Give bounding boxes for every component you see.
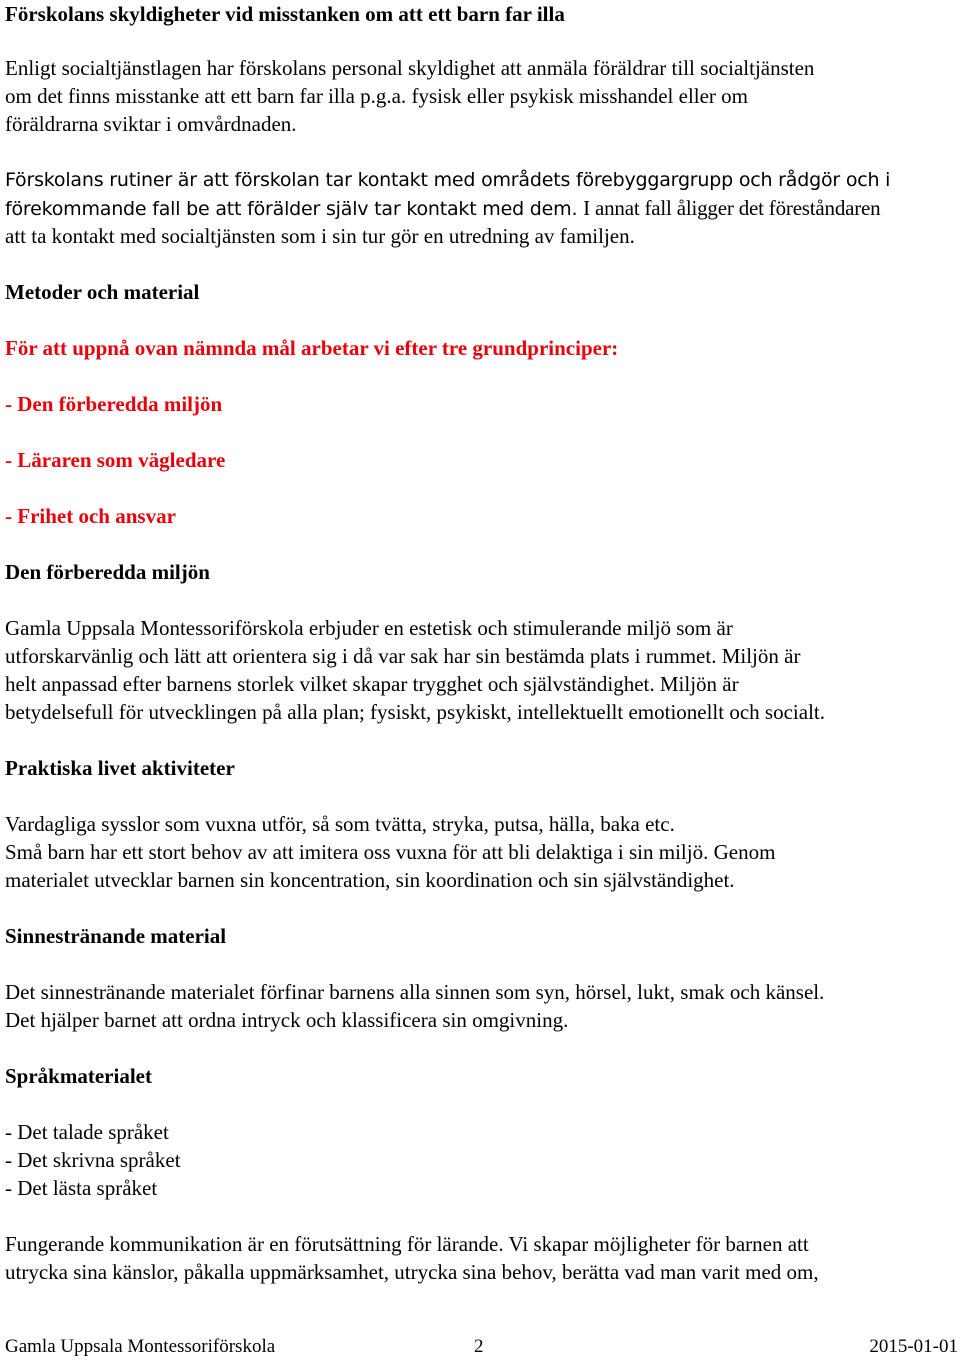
paragraph-line: Enligt socialtjänstlagen har förskolans personal skyldighet att anmäla föräldrar till socialtjänsten — [5, 56, 815, 80]
paragraph-line: utforskarvänlig och lätt att orientera sig i då var sak har sin bestämda plats i rummet. Miljön är — [5, 644, 801, 668]
language-list-item: - Det talade språket — [5, 1120, 169, 1144]
section-heading-methods: Metoder och material — [5, 280, 200, 304]
paragraph-line: Små barn har ett stort behov av att imitera oss vuxna för att bli delaktiga i sin miljö. Genom — [5, 840, 776, 864]
paragraph-line — [5, 194, 880, 223]
principle-item: - Läraren som vägledare — [5, 448, 226, 472]
section-heading-practical: Praktiska livet aktiviteter — [5, 756, 235, 780]
section-heading-environment: Den förberedda miljön — [5, 560, 210, 584]
paragraph-fragment-serif: I annat fall åligger det föreståndaren — [583, 196, 881, 220]
paragraph-line: Det sinnestränande materialet förfinar barnens alla sinnen som syn, hörsel, lukt, smak och känsel. — [5, 980, 825, 1004]
paragraph-line: utrycka sina känslor, påkalla uppmärksamhet, utrycka sina behov, berätta vad man varit med om, — [5, 1260, 819, 1284]
paragraph-line: Gamla Uppsala Montessoriförskola erbjuder en estetisk och stimulerande miljö som är — [5, 616, 733, 640]
language-list-item: - Det skrivna språket — [5, 1148, 181, 1172]
paragraph-fragment-sans: förekommande fall be att förälder själv tar kontakt med dem. — [5, 198, 578, 220]
section-heading-sensory: Sinnestränande material — [5, 924, 227, 948]
paragraph-line: materialet utvecklar barnen sin koncentration, sin koordination och sin självständighet. — [5, 868, 735, 892]
paragraph-line: betydelsefull för utvecklingen på alla plan; fysiskt, psykiskt, intellektuellt emotionellt och socialt. — [5, 700, 825, 724]
principle-item: - Den förberedda miljön — [5, 392, 223, 416]
footer-school-name: Gamla Uppsala Montessoriförskola — [5, 1336, 276, 1357]
paragraph-line: Fungerande kommunikation är en förutsättning för lärande. Vi skapar möjligheter för barnen att — [5, 1232, 809, 1256]
paragraph-line: Det hjälper barnet att ordna intryck och klassificera sin omgivning. — [5, 1008, 569, 1032]
paragraph-line: Vardagliga sysslor som vuxna utför, så som tvätta, stryka, putsa, hälla, baka etc. — [5, 812, 675, 836]
footer-date: 2015-01-01 — [869, 1336, 958, 1357]
section-heading-obligations: Förskolans skyldigheter vid misstanken om att ett barn far illa — [5, 2, 565, 26]
paragraph-line: helt anpassad efter barnens storlek vilket skapar trygghet och självständighet. Miljön är — [5, 672, 739, 696]
paragraph-line: föräldrarna sviktar i omvårdnaden. — [5, 112, 297, 136]
section-heading-language: Språkmaterialet — [5, 1064, 152, 1088]
paragraph-line: Förskolans rutiner är att förskolan tar kontakt med områdets förebyggargrupp och rådgör och i — [5, 169, 891, 191]
paragraph-line: att ta kontakt med socialtjänsten som i sin tur gör en utredning av familjen. — [5, 224, 635, 248]
paragraph-line: om det finns misstanke att ett barn far illa p.g.a. fysisk eller psykisk misshandel eller om — [5, 84, 749, 108]
language-list-item: - Det lästa språket — [5, 1176, 158, 1200]
principles-intro: För att uppnå ovan nämnda mål arbetar vi efter tre grundprinciper: — [5, 336, 619, 360]
principle-item: - Frihet och ansvar — [5, 504, 176, 528]
footer-page-number: 2 — [474, 1336, 484, 1357]
